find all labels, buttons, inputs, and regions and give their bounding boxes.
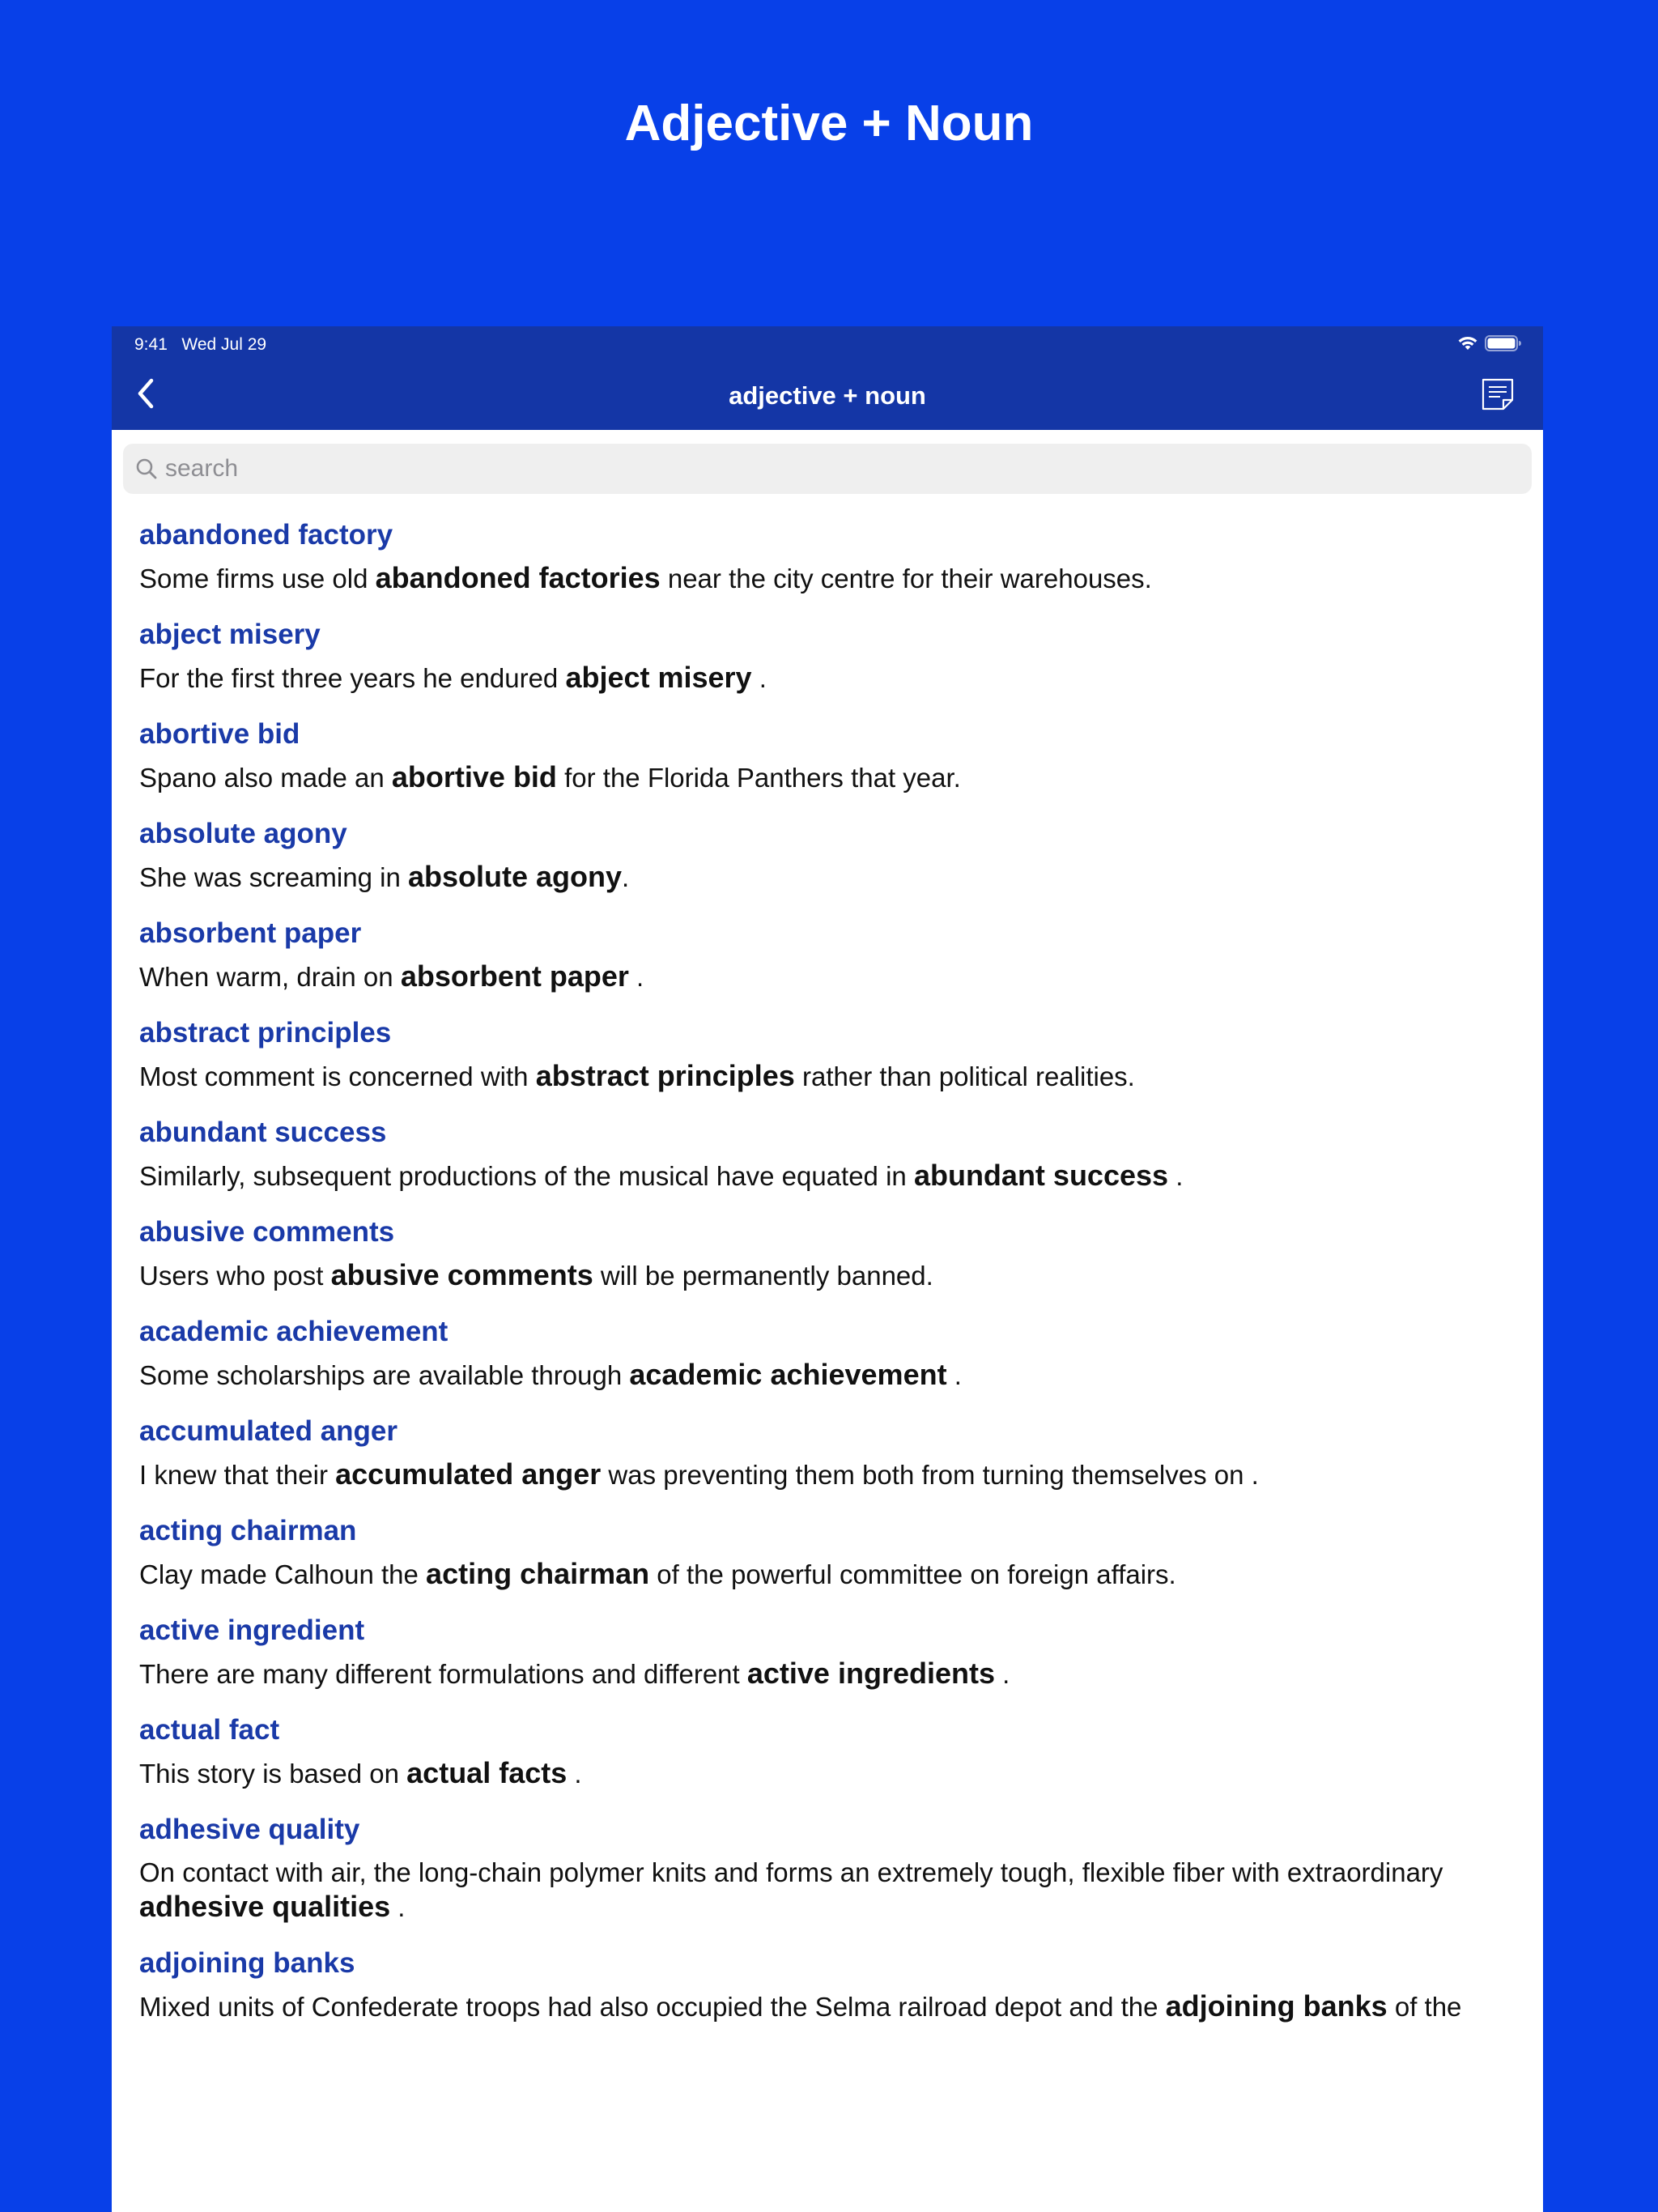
example-highlight: abortive bid xyxy=(391,760,557,793)
collocation-term[interactable]: adjoining banks xyxy=(139,1947,355,1979)
collocation-term[interactable]: accumulated anger xyxy=(139,1415,397,1447)
example-text: Clay made Calhoun the xyxy=(139,1559,427,1589)
promo-title: Adjective + Noun xyxy=(624,96,1034,151)
example-text: rather than political realities. xyxy=(794,1061,1135,1091)
example-highlight: absorbent paper xyxy=(400,959,629,993)
example-text: There are many different formulations and different xyxy=(139,1659,747,1689)
collocation-term[interactable]: abandoned factory xyxy=(139,519,393,551)
collocation-term[interactable]: abject misery xyxy=(139,619,321,650)
list-item[interactable] xyxy=(139,1012,1519,1094)
search-bar[interactable] xyxy=(123,444,1532,494)
list-item[interactable] xyxy=(139,1112,1519,1193)
collocation-term[interactable]: absorbent paper xyxy=(139,917,362,949)
example-text: . xyxy=(946,1360,962,1390)
example-sentence xyxy=(139,1989,1519,2024)
example-sentence xyxy=(139,1358,1519,1393)
example-text: Some scholarships are available through xyxy=(139,1360,630,1390)
example-text: I knew that their xyxy=(139,1460,336,1490)
example-text: of the powerful committee on foreign affairs. xyxy=(649,1559,1176,1589)
example-highlight: abject misery xyxy=(565,661,752,694)
chevron-left-icon xyxy=(135,377,156,414)
collocation-term[interactable]: academic achievement xyxy=(139,1316,449,1347)
example-text: This story is based on xyxy=(139,1759,407,1789)
collocation-term[interactable]: adhesive quality xyxy=(139,1814,360,1845)
example-sentence xyxy=(139,1059,1519,1094)
example-text: On contact with air, the long-chain polymer knits and forms an extremely tough, flexible fiber with extraordinary xyxy=(139,1857,1443,1887)
example-text: . xyxy=(1168,1161,1184,1191)
status-indicators xyxy=(1457,334,1522,356)
status-time: 9:41 Wed Jul 29 xyxy=(134,335,267,354)
example-text: She was screaming in xyxy=(139,862,408,892)
list-item[interactable] xyxy=(139,514,1519,596)
search-icon xyxy=(134,457,159,481)
collocation-term[interactable]: active ingredient xyxy=(139,1614,365,1646)
list-item[interactable] xyxy=(139,1410,1519,1492)
example-highlight: absolute agony xyxy=(407,860,623,893)
example-highlight: accumulated anger xyxy=(335,1457,602,1491)
list-item[interactable] xyxy=(139,713,1519,795)
collocation-term[interactable]: actual fact xyxy=(139,1714,280,1746)
example-highlight: actual facts xyxy=(406,1756,568,1789)
list-item[interactable] xyxy=(139,813,1519,895)
example-text: Similarly, subsequent productions of the musical have equated in xyxy=(139,1161,914,1191)
collocation-term[interactable]: abusive comments xyxy=(139,1216,395,1248)
battery-icon xyxy=(1485,334,1522,356)
example-sentence xyxy=(139,760,1519,795)
example-highlight: adjoining banks xyxy=(1165,1989,1388,2023)
example-sentence xyxy=(139,1557,1519,1592)
list-item[interactable] xyxy=(139,1510,1519,1592)
notes-button[interactable] xyxy=(1477,375,1519,417)
example-text: Some firms use old xyxy=(139,564,376,593)
example-sentence xyxy=(139,1856,1519,1925)
collocation-term[interactable]: acting chairman xyxy=(139,1515,357,1546)
list-item[interactable] xyxy=(139,614,1519,696)
example-highlight: abstract principles xyxy=(535,1059,795,1092)
list-item[interactable] xyxy=(139,912,1519,994)
example-highlight: abundant success xyxy=(913,1159,1169,1192)
example-highlight: adhesive qualities xyxy=(139,1890,391,1923)
example-text: for the Florida Panthers that year. xyxy=(556,763,961,793)
example-text: of the xyxy=(1387,1992,1462,2022)
collocation-term[interactable]: abstract principles xyxy=(139,1017,392,1049)
collocation-term[interactable]: absolute agony xyxy=(139,818,347,849)
collocation-list xyxy=(139,514,1519,2042)
example-sentence xyxy=(139,561,1519,596)
example-highlight: abandoned factories xyxy=(375,561,661,594)
note-icon xyxy=(1481,377,1515,415)
example-text: near the city centre for their warehouses. xyxy=(660,564,1152,593)
example-sentence xyxy=(139,1159,1519,1193)
back-button[interactable] xyxy=(126,373,165,417)
example-highlight: active ingredients xyxy=(746,1657,995,1690)
nav-title: adjective + noun xyxy=(729,381,926,410)
example-text: Users who post xyxy=(139,1261,331,1291)
example-text: will be permanently banned. xyxy=(593,1261,933,1291)
example-text: . xyxy=(567,1759,582,1789)
list-item[interactable] xyxy=(139,1942,1519,2024)
list-item[interactable] xyxy=(139,1610,1519,1691)
example-highlight: academic achievement xyxy=(629,1358,947,1391)
collocation-term[interactable]: abundant success xyxy=(139,1117,387,1148)
wifi-icon xyxy=(1457,335,1478,355)
example-text: was preventing them both from turning themselves on . xyxy=(601,1460,1259,1490)
example-sentence xyxy=(139,1756,1519,1791)
example-sentence xyxy=(139,1457,1519,1492)
example-text: . xyxy=(751,663,767,693)
example-highlight: abusive comments xyxy=(330,1258,593,1291)
example-text: . xyxy=(390,1892,406,1922)
example-sentence xyxy=(139,661,1519,696)
collocation-term[interactable]: abortive bid xyxy=(139,718,300,750)
search-input[interactable] xyxy=(159,445,1532,493)
example-sentence xyxy=(139,959,1519,994)
navigation-bar xyxy=(112,326,1543,430)
example-sentence xyxy=(139,1258,1519,1293)
list-item[interactable] xyxy=(139,1809,1519,1925)
example-sentence xyxy=(139,860,1519,895)
list-item[interactable] xyxy=(139,1311,1519,1393)
example-text: Most comment is concerned with xyxy=(139,1061,536,1091)
example-text: Mixed units of Confederate troops had also occupied the Selma railroad depot and the xyxy=(139,1992,1166,2022)
example-sentence xyxy=(139,1657,1519,1691)
list-item[interactable] xyxy=(139,1709,1519,1791)
example-text: Spano also made an xyxy=(139,763,392,793)
list-item[interactable] xyxy=(139,1211,1519,1293)
example-text: . xyxy=(994,1659,1010,1689)
example-text: For the first three years he endured xyxy=(139,663,566,693)
example-text: . xyxy=(622,862,630,892)
example-highlight: acting chairman xyxy=(426,1557,650,1590)
example-text: . xyxy=(628,962,644,992)
device-screen xyxy=(112,326,1543,2212)
example-text: When warm, drain on xyxy=(139,962,401,992)
